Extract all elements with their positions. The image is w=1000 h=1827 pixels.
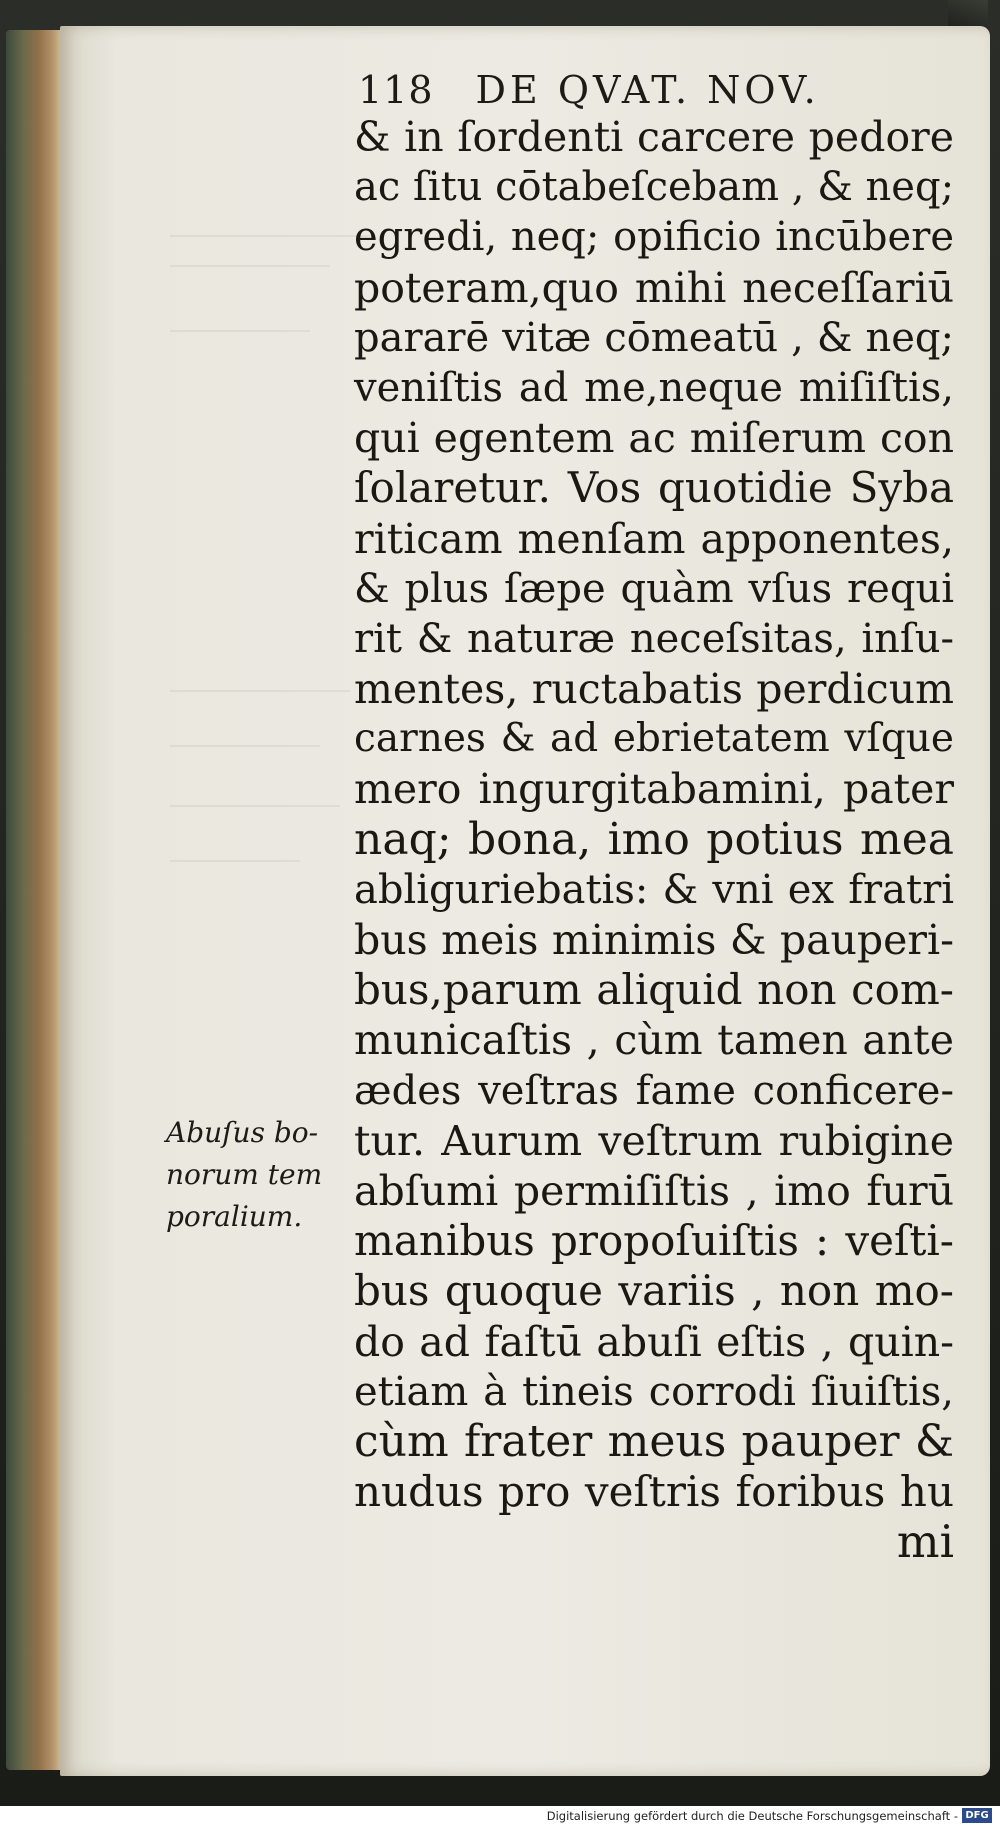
text-line: mero ingurgitabamini, pater bbox=[354, 765, 954, 814]
page-number: 118 bbox=[358, 68, 434, 112]
running-header bbox=[358, 68, 958, 112]
text-line: rit & naturæ neceſsitas, inſu- bbox=[354, 615, 954, 662]
text-line: abliguriebatis: & vni ex fratri bbox=[354, 866, 954, 913]
text-line: nudus pro veſtris foribus hu bbox=[354, 1467, 954, 1517]
catchword: mi bbox=[896, 1515, 954, 1569]
text-line: ac ſitu cōtabeſcebam , & neq; bbox=[354, 164, 955, 211]
bleed-through-mark bbox=[170, 265, 330, 267]
text-line: carnes & ad ebrietatem vſque bbox=[354, 716, 954, 762]
bleed-through-mark bbox=[170, 690, 350, 692]
bleed-through-mark bbox=[170, 805, 340, 807]
text-line: tur. Aurum veſtrum rubigine bbox=[354, 1116, 954, 1165]
running-title: DE QVAT. NOV. bbox=[475, 68, 820, 112]
text-line: bus quoque variis , non mo- bbox=[354, 1266, 954, 1316]
text-line: veniſtis ad me,neque miſiſtis, bbox=[354, 364, 954, 411]
text-line: cùm frater meus pauper & bbox=[354, 1415, 954, 1467]
text-line: & in ſordenti carcere pedore bbox=[354, 113, 954, 161]
text-line: mentes, ructabatis perdicum bbox=[354, 665, 954, 714]
text-line: qui egentem ac miſerum con bbox=[354, 414, 954, 463]
bleed-through-mark bbox=[170, 330, 310, 332]
marginal-note-line: Abuſus bo- bbox=[166, 1116, 319, 1149]
footer-credit: Digitalisierung gefördert durch die Deutsche Forschungsgemeinschaft - bbox=[546, 1809, 958, 1823]
book-spine bbox=[6, 30, 64, 1770]
marginal-note bbox=[166, 1112, 346, 1238]
text-line: pararē vitæ cōmeatū , & neq; bbox=[354, 314, 954, 361]
text-line: ædes veſtras fame conficere- bbox=[354, 1067, 954, 1114]
text-line: riticam menſam apponentes, bbox=[354, 514, 954, 563]
bleed-through-mark bbox=[170, 860, 300, 862]
text-line: & plus ſæpe quàm vſus requi bbox=[354, 565, 954, 612]
marginal-note-line: poralium. bbox=[166, 1200, 303, 1233]
marginal-note-line: norum tem bbox=[166, 1158, 323, 1191]
text-line: municaſtis , cùm tamen ante bbox=[354, 1016, 954, 1065]
dfg-logo-icon: DFG bbox=[962, 1808, 992, 1823]
text-line: egredi, neq; opificio incūbere bbox=[354, 214, 954, 261]
text-line: abſumi permiſiſtis , imo furū bbox=[354, 1166, 954, 1215]
text-line: bus meis minimis & pauperi- bbox=[354, 916, 954, 964]
body-text bbox=[354, 112, 954, 1567]
bleed-through-mark bbox=[170, 235, 370, 237]
text-line: bus,parum aliquid non com- bbox=[354, 965, 954, 1015]
text-line: do ad faſtū abuſi eſtis , quin- bbox=[354, 1317, 954, 1366]
text-line: manibus propoſuiſtis : veſti- bbox=[354, 1216, 954, 1266]
text-line: naq; bona, imo potius mea bbox=[354, 813, 954, 865]
bleed-through-mark bbox=[170, 745, 320, 747]
text-line: etiam à tineis corrodi ſiuiſtis, bbox=[354, 1368, 954, 1415]
text-line: ſolaretur. Vos quotidie Syba bbox=[354, 463, 954, 513]
text-line: poteram,quo mihi neceſſariū bbox=[354, 263, 954, 312]
